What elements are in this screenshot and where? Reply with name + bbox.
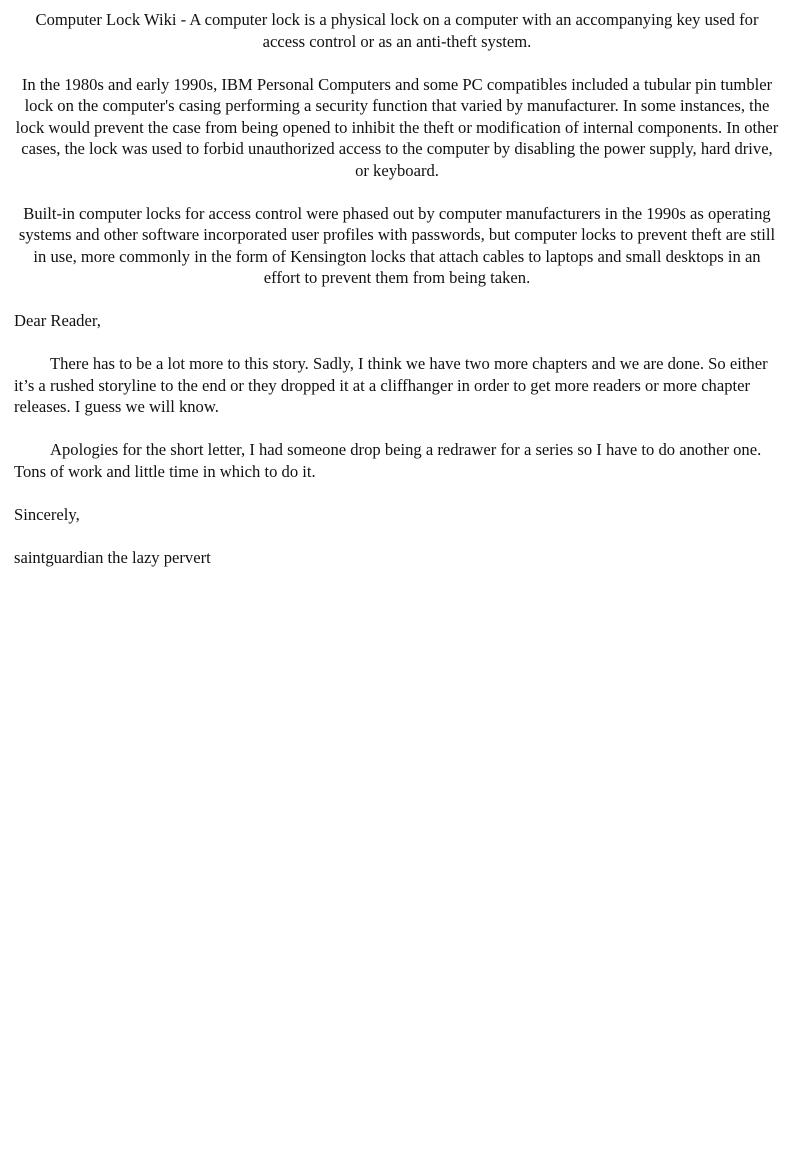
spacer — [14, 52, 780, 74]
spacer — [14, 482, 780, 504]
spacer — [14, 525, 780, 547]
spacer — [14, 418, 780, 440]
spacer — [14, 181, 780, 203]
document-page — [14, 9, 780, 568]
letter-salutation: Dear Reader, — [14, 311, 101, 330]
letter-body-paragraph-1: There has to be a lot more to this story. Sadly, I think we have two more chapters and we are done. So either it’s a rushed storyline to the end or they dropped it at a cliffhanger in order to get more readers or more chapter releases. I guess we will know. — [14, 354, 768, 416]
letter-body-paragraph-2: Apologies for the short letter, I had someone drop being a redrawer for a series so I have to do another one. Tons of work and little time in which to do it. — [14, 440, 762, 481]
letter-signature: saintguardian the lazy pervert — [14, 547, 211, 567]
spacer — [14, 332, 780, 354]
wiki-paragraph-modern: Built-in computer locks for access control were phased out by computer manufacturers in the 1990s as operating systems and other software incorporated user profiles with passwords, but computer locks to prevent theft are still in use, more commonly in the form of Kensington locks that attach cables to laptops and small desktops in an effort to prevent them from being taken. — [18, 203, 776, 287]
wiki-paragraph-history: In the 1980s and early 1990s, IBM Personal Computers and some PC compatibles included a tubular pin tumbler lock on the computer's casing performing a security function that varied by manufacturer. In some instances, the lock would prevent the case from being opened to inhibit the theft or modification of internal components. In other cases, the lock was used to forbid unauthorized access to the computer by disabling the power supply, hard drive, or keyboard. — [15, 74, 779, 180]
letter-closing: Sincerely, — [14, 504, 80, 524]
spacer — [14, 289, 780, 311]
wiki-paragraph-intro: Computer Lock Wiki - A computer lock is a physical lock on a computer with an accompanying key used for access control or as an anti-theft system. — [35, 10, 759, 51]
